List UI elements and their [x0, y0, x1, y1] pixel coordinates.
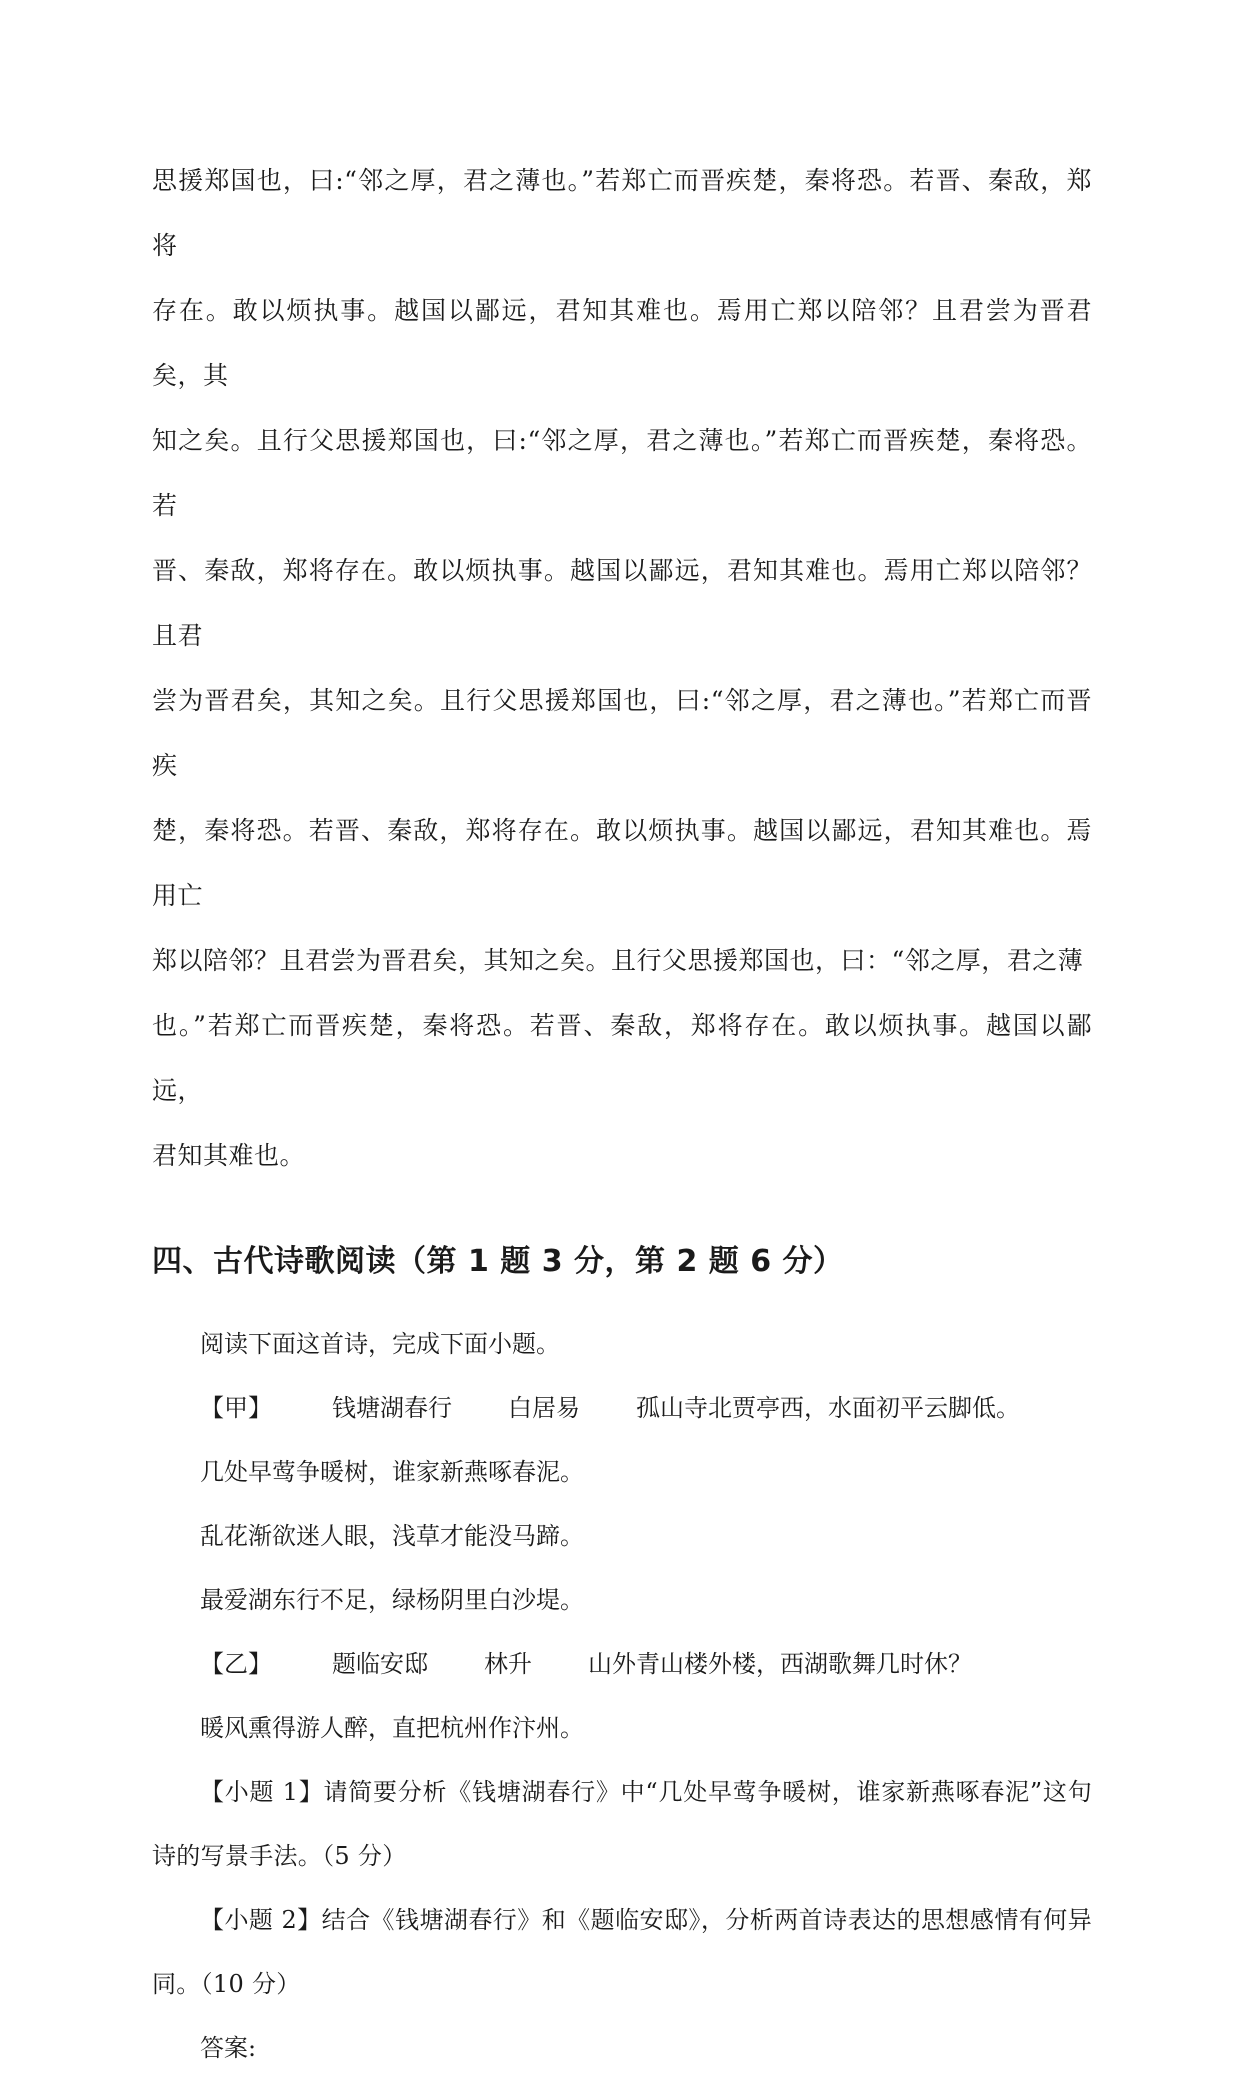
poem-b-line2: 暖风熏得游人醉，直把杭州作汴州。 [200, 1714, 584, 1742]
passage-line: 也。”若郑亡而晋疾楚，秦将恐。若晋、秦敌，郑将存在。敢以烦执事。越国以鄙远， [152, 1011, 1092, 1105]
poem-a-line2: 几处早莺争暖树，谁家新燕啄春泥。 [200, 1458, 584, 1486]
question-2: 【小题 2】结合《钱塘湖春行》和《题临安邸》，分析两首诗表达的思想感情有何异同。（10 分） [152, 1906, 1092, 1998]
poem-a-line3: 乱花渐欲迷人眼，浅草才能没马蹄。 [200, 1522, 584, 1550]
passage-line: 知之矣。且行父思援郑国也，曰:“邻之厚，君之薄也。”若郑亡而晋疾楚，秦将恐。若 [152, 426, 1092, 520]
document-page [152, 148, 1092, 2080]
passage [152, 148, 1092, 1188]
passage-line: 存在。敢以烦执事。越国以鄙远，君知其难也。焉用亡郑以陪邻？且君尝为晋君矣，其 [152, 296, 1092, 390]
poem-b-header [152, 1632, 1092, 1696]
passage-line: 郑以陪邻？且君尝为晋君矣，其知之矣。且行父思援郑国也，曰：“邻之厚，君之薄 [152, 946, 1084, 975]
passage-line: 君知其难也。 [152, 1141, 306, 1170]
poem-a-line1: 孤山寺北贾亭西，水面初平云脚低。 [636, 1394, 1020, 1422]
poem-a-title: 钱塘湖春行 [332, 1394, 452, 1422]
poem-b-line1: 山外青山楼外楼，西湖歌舞几时休？ [588, 1650, 972, 1678]
poem-a-header [152, 1376, 1092, 1440]
answer-label: 答案: [200, 2034, 257, 2062]
passage-line: 楚，秦将恐。若晋、秦敌，郑将存在。敢以烦执事。越国以鄙远，君知其难也。焉用亡 [152, 816, 1092, 910]
question-1: 【小题 1】请简要分析《钱塘湖春行》中“几处早莺争暖树，谁家新燕啄春泥”这句诗的写景手法。（5 分） [152, 1778, 1092, 1870]
passage-line: 思援郑国也，曰:“邻之厚，君之薄也。”若郑亡而晋疾楚，秦将恐。若晋、秦敌，郑将 [152, 166, 1092, 260]
section-heading: 四、古代诗歌阅读（第 1 题 3 分，第 2 题 6 分） [152, 1244, 844, 1279]
poem-b-author: 林升 [484, 1650, 532, 1678]
poem-a-tag: 【甲】 [200, 1394, 272, 1422]
poem-a-author: 白居易 [508, 1394, 580, 1422]
instruction: 阅读下面这首诗，完成下面小题。 [200, 1330, 560, 1358]
passage-line: 晋、秦敌，郑将存在。敢以烦执事。越国以鄙远，君知其难也。焉用亡郑以陪邻？且君 [152, 556, 1092, 650]
poem-b-tag: 【乙】 [200, 1650, 272, 1678]
poem-b-title: 题临安邸 [332, 1650, 428, 1678]
passage-line: 尝为晋君矣，其知之矣。且行父思援郑国也，曰:“邻之厚，君之薄也。”若郑亡而晋疾 [152, 686, 1092, 780]
poem-a-line4: 最爱湖东行不足，绿杨阴里白沙堤。 [200, 1586, 584, 1614]
